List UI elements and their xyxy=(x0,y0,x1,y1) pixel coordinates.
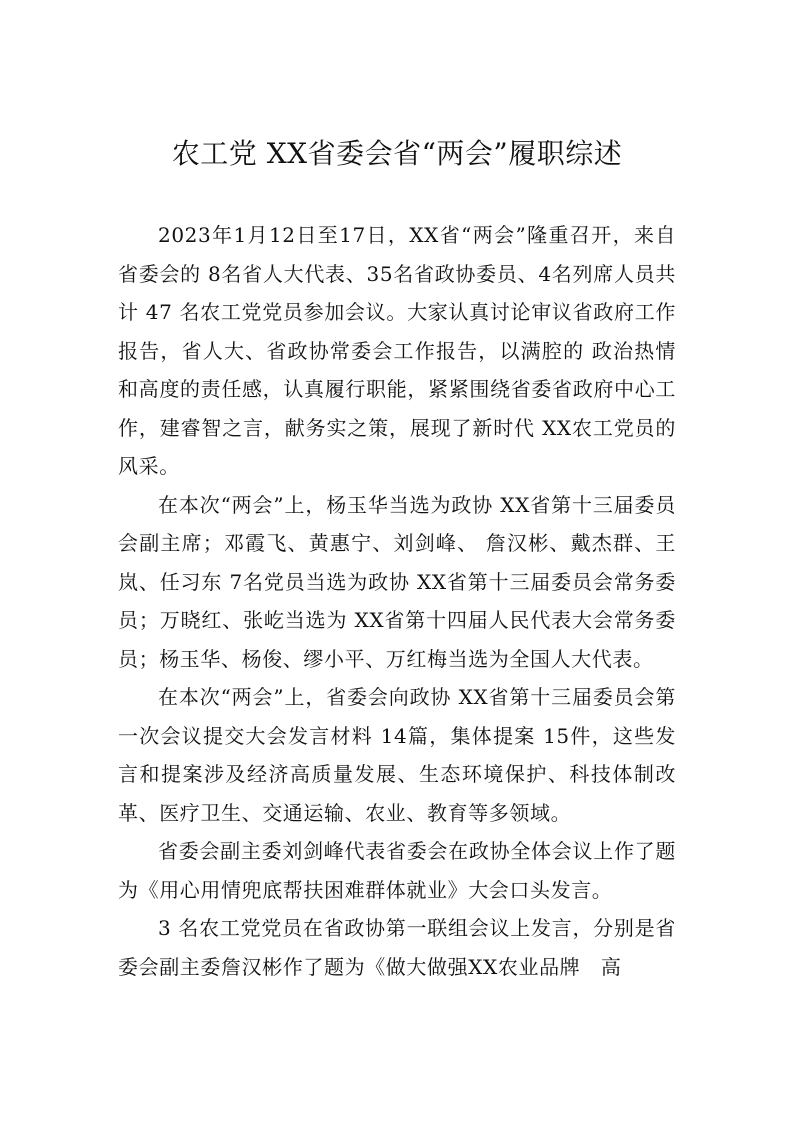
paragraph-meeting-overview: 2023年1月12日至17日，XX省“两会”隆重召开，来自省委会的 8名省人大代表、35名省政协委员、4名列席人员共计 47 名农工党党员参加会议。大家认真讨论审议省政府工作报告，省人大、省政协常委会工作报告，以满腔的 政治热情和高度的责任感，认真履行职能，紧紧围绕省委省政府中心工作，建睿智之言，献务实之策，展现了新时代 XX农工党员的风采。 xyxy=(118,223,676,478)
paragraph-oral-speech: 省委会副主委刘剑峰代表省委会在政协全体会议上作了题为《用心用情兜底帮扶困难群体就业》大会口头发言。 xyxy=(118,839,676,902)
paragraph-elections: 在本次“两会”上，杨玉华当选为政协 XX省第十三届委员会副主席；邓霞飞、黄惠宁、刘剑峰、 詹汉彬、戴杰群、王岚、任习东 7名党员当选为政协 XX省第十三届委员会常务委员；万晓红、张屹当选为 XX省第十四届人民代表大会常务委员；杨玉华、杨俊、缪小平、万红梅当选为全国人大代表。 xyxy=(118,492,676,671)
paragraph-proposals: 在本次“两会”上，省委会向政协 XX省第十三届委员会第一次会议提交大会发言材料 14篇，集体提案 15件，这些发言和提案涉及经济高质量发展、生态环境保护、科技体制改革、医疗卫生、交通运输、农业、教育等多领域。 xyxy=(118,685,676,825)
document-title: 农工党 XX省委会省“两会”履职综述 xyxy=(171,137,623,170)
paragraph-group-speeches: 3 名农工党党员在省政协第一联组会议上发言，分别是省委会副主委詹汉彬作了题为《做大做强XX农业品牌 高 xyxy=(118,916,676,979)
document-body xyxy=(118,216,676,986)
